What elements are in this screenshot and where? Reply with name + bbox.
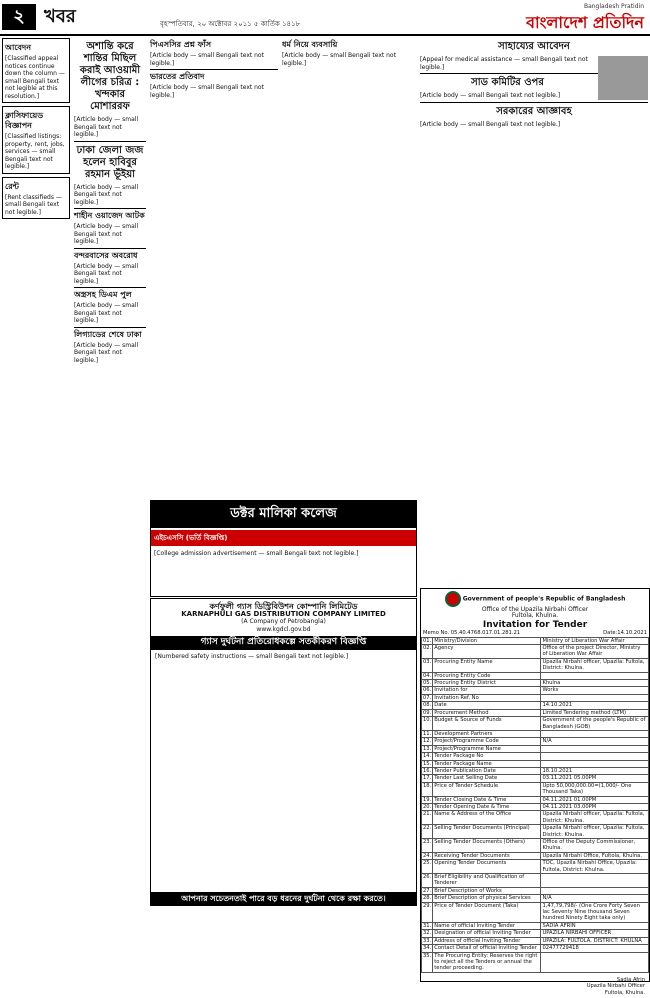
tender-row-number: 24. bbox=[423, 852, 432, 859]
tender-row bbox=[422, 902, 649, 922]
tender-row-number: 22. bbox=[422, 825, 433, 839]
tender-row-label: Brief Description of Works bbox=[433, 887, 541, 894]
tender-office: Office of the Upazila Nirbahi Officer bbox=[481, 606, 589, 613]
tender-row-label: Agency bbox=[433, 645, 541, 659]
tender-row-value: SADIA AFRIN bbox=[541, 922, 649, 929]
tender-row-value: Upazila Nirbahi Office, Fultola, Khulna. bbox=[541, 852, 649, 859]
divider bbox=[420, 102, 648, 103]
tender-row-number: 04. bbox=[423, 672, 432, 679]
tender-row-value: TOC, Upazila Nirbahi Office, Upazila: Fultola, District: Khulna. bbox=[541, 860, 649, 874]
tender-row-label: Procuring Entity Code bbox=[433, 672, 541, 679]
tender-row bbox=[422, 895, 649, 902]
tender-row-value: UPAZILA: FULTOLA, DISTRICT: KHULNA bbox=[541, 937, 649, 944]
column-classifieds bbox=[2, 38, 70, 978]
company-name-en: KARNAPHULI GAS DISTRIBUTION COMPANY LIMITED bbox=[181, 609, 386, 618]
tender-row-label: Invitation Ref. No bbox=[433, 694, 541, 701]
tender-row-label: Procuring Entity District bbox=[433, 680, 541, 687]
tender-row-number: 31. bbox=[423, 922, 432, 929]
classified-box-3 bbox=[2, 177, 70, 220]
article-body: [Article body — small Bengali text not legible.] bbox=[282, 52, 396, 67]
divider bbox=[150, 69, 278, 70]
section-title: খবর bbox=[44, 5, 76, 27]
headline: সাহায্যের আবেদন bbox=[498, 41, 570, 52]
company-name-bn: কর্ণফুলী গ্যাস ডিস্ট্রিবিউশন কোম্পানি লিমিটেড bbox=[209, 602, 358, 611]
article-body: [Article body — small Bengali text not legible.] bbox=[74, 223, 139, 245]
tender-row bbox=[422, 730, 649, 737]
tender-row-value: Upazila Nirbahi officer, Upazila: Fultola, District: Khulna. bbox=[541, 825, 649, 839]
logo-tagline: Bangladesh Pratidin bbox=[583, 3, 644, 10]
tender-row-number: 14. bbox=[423, 753, 432, 760]
classified-body-3: [Rent classifieds — small Bengali text not legible.] bbox=[5, 193, 62, 216]
tender-row-label: Development Partners bbox=[433, 730, 541, 737]
tender-row-value: Upto 50,000,000.00=(1,000/- One Thousand Taka) bbox=[541, 782, 649, 796]
article-body: [Article body — small Bengali text not legible.] bbox=[74, 116, 139, 138]
tender-row bbox=[422, 803, 649, 810]
tender-row-value: 02477729418 bbox=[541, 945, 649, 952]
safety-list: [Numbered safety instructions — small Bengali text not legible.] bbox=[155, 652, 349, 660]
tender-row-label: Tender Package Name bbox=[433, 760, 541, 767]
divider bbox=[74, 141, 146, 142]
tender-row-number: 15. bbox=[423, 760, 432, 767]
tender-row bbox=[422, 860, 649, 874]
tender-row bbox=[422, 694, 649, 701]
tender-row-label: Selling Tender Documents (Principal) bbox=[433, 825, 541, 839]
memo-date: Date:14.10.2021 bbox=[603, 630, 647, 637]
portrait-photo bbox=[598, 56, 648, 100]
tender-row-number: 08. bbox=[423, 702, 432, 709]
tender-row-number: 29. bbox=[422, 902, 433, 922]
classified-body-2: [Classified listings: property, rent, jobs, services — small Bengali text not legible.] bbox=[5, 133, 65, 170]
tender-row-label: Procuring Entity Name bbox=[433, 658, 541, 672]
tender-row bbox=[422, 637, 649, 644]
tender-row-value: Khulna bbox=[541, 680, 649, 687]
tender-row-value: Upazila Nirbahi officer, Upazila: Fultola, District: Khulna. bbox=[541, 658, 649, 672]
tender-row-label: Name of official Inviting Tender bbox=[433, 922, 541, 929]
signature-name: Sadia Afrin bbox=[616, 976, 645, 983]
tender-row-value: 14.10.2021 bbox=[541, 702, 649, 709]
article-body: [Appeal for medical assistance — small Bengali text not legible.] bbox=[420, 56, 588, 71]
headline: বন্দরবাসের অবরোধ bbox=[74, 250, 138, 260]
tender-row bbox=[422, 753, 649, 760]
tender-row-value: Limited Tendering method (LTM) bbox=[541, 709, 649, 716]
headline: ভারতের প্রতিবাদ bbox=[150, 72, 205, 81]
logo-text: বাংলাদেশ প্রতিদিন bbox=[526, 13, 644, 32]
tender-row-label: Price of Tender Schedule bbox=[433, 782, 541, 796]
tender-row bbox=[422, 717, 649, 731]
tender-row-number: 18. bbox=[422, 782, 433, 796]
tender-row bbox=[422, 922, 649, 929]
article-body: [Article body — small Bengali text not legible.] bbox=[150, 84, 264, 99]
safety-footer: আপনার সচেতনতাই পারে বড় ধরনের দুর্ঘটনা থেকে রক্ষা করতে। bbox=[151, 892, 416, 906]
tender-row bbox=[422, 702, 649, 709]
tender-row-value bbox=[541, 694, 649, 701]
tender-row bbox=[422, 825, 649, 839]
company-subtitle: (A Company of Petrobangla) bbox=[241, 618, 326, 625]
tender-row-label: Contact Detail of official Inviting Tender bbox=[433, 945, 541, 952]
tender-row-value bbox=[541, 730, 649, 737]
tender-row-label: Tender Opening Date & Time bbox=[433, 803, 541, 810]
tender-row bbox=[422, 874, 649, 888]
headline: পিএসসির প্রশ্ন ফাঁস bbox=[150, 40, 212, 49]
tender-row bbox=[422, 937, 649, 944]
column-news-2 bbox=[74, 38, 146, 978]
tender-row-value: N/A bbox=[541, 738, 649, 745]
tender-row-number: 35. bbox=[422, 952, 433, 972]
article-body: [Article body — small Bengali text not legible.] bbox=[420, 120, 561, 128]
tender-row-value bbox=[541, 745, 649, 752]
tender-row-value: 03.11.2021 05.00PM bbox=[541, 775, 649, 782]
tender-row-value: N/A bbox=[541, 895, 649, 902]
tender-row bbox=[422, 952, 649, 972]
article-body: [Article body — small Bengali text not legible.] bbox=[420, 92, 561, 99]
college-name: ডক্টর মালিকা কলেজ bbox=[151, 501, 416, 528]
tender-row-value: Ministry of Liberation War Affair bbox=[541, 637, 649, 644]
tender-row-label: Designation of official Inviting Tender bbox=[433, 930, 541, 937]
signature-title: Upazila Nirbahi Officer bbox=[586, 983, 645, 990]
tender-row bbox=[422, 738, 649, 745]
tender-row-label: Tender Package No bbox=[433, 753, 541, 760]
tender-row-label: Date bbox=[433, 702, 541, 709]
company-website: www.kgdcl.gov.bd bbox=[256, 625, 311, 633]
tender-row-value: Office of the project Director, Ministry of Liberation War Affair bbox=[541, 645, 649, 659]
tender-row-number: 23. bbox=[422, 839, 433, 853]
tender-row-value bbox=[541, 874, 649, 888]
headline: সাড কমিটির ওপর bbox=[471, 77, 544, 88]
tender-row-label: Address of official Inviting Tender bbox=[433, 937, 541, 944]
classified-title: আবেদন bbox=[5, 43, 31, 52]
tender-row-value: 04.11.2021 01.00PM bbox=[541, 796, 649, 803]
college-ad-body: [College admission advertisement — small Bengali text not legible.] bbox=[154, 550, 359, 557]
tender-table bbox=[421, 637, 649, 973]
tender-row-value bbox=[541, 952, 649, 972]
tender-row bbox=[422, 775, 649, 782]
memo-number: Memo No. 05.40.4768.017.01.281.21 bbox=[423, 630, 521, 637]
article-body: [Article body — small Bengali text not legible.] bbox=[150, 52, 264, 67]
tender-notice bbox=[420, 588, 650, 996]
tender-row bbox=[422, 839, 649, 853]
tender-row-number: 28. bbox=[423, 895, 432, 902]
tender-row-value: 04.11.2021 03.00PM bbox=[541, 803, 649, 810]
tender-row-number: 19. bbox=[423, 796, 432, 803]
classified-box bbox=[2, 38, 70, 103]
headline: লিগ্যাডের শেষে ঢাকা bbox=[74, 329, 142, 339]
tender-row bbox=[422, 852, 649, 859]
divider bbox=[74, 208, 146, 209]
tender-row-label: Brief Description of physical Services bbox=[433, 895, 541, 902]
tender-row-number: 01. bbox=[423, 637, 432, 644]
tender-row bbox=[422, 782, 649, 796]
tender-row-number: 12. bbox=[423, 738, 432, 745]
tender-row-label: Tender Closing Date & Time bbox=[433, 796, 541, 803]
column-news-4 bbox=[282, 38, 416, 496]
article-body: [Article body — small Bengali text not legible.] bbox=[74, 341, 139, 364]
tender-row-number: 21. bbox=[422, 811, 433, 825]
tender-row-number: 13. bbox=[423, 745, 432, 752]
tender-row-number: 02. bbox=[422, 645, 433, 659]
tender-row-value: 18.10.2021 bbox=[541, 767, 649, 774]
tender-row-number: 03. bbox=[422, 658, 433, 672]
tender-title: Invitation for Tender bbox=[482, 619, 588, 630]
tender-row-number: 11. bbox=[423, 730, 432, 737]
tender-row-label: Ministry/Division bbox=[433, 637, 541, 644]
tender-row-label: Budget & Source of Funds bbox=[433, 717, 541, 731]
safety-banner: গ্যাস দুর্ঘটনা প্রতিরোধকল্পে সতর্কীকরণ বিজ্ঞপ্তি bbox=[151, 636, 416, 650]
date-line: বৃহস্পতিবার, ২০ অক্টোবর ২০১১ ৫ কার্তিক ১৪১৮ bbox=[160, 20, 301, 28]
tender-row-number: 16. bbox=[423, 767, 432, 774]
headline: ধর্ম নিয়ে ব্যবসায়ি bbox=[282, 40, 338, 49]
tender-row-label: Receiving Tender Documents bbox=[433, 852, 541, 859]
college-advertisement bbox=[150, 500, 417, 597]
tender-row-value bbox=[541, 753, 649, 760]
tender-row-label: Tender Last Selling Date bbox=[433, 775, 541, 782]
tender-row bbox=[422, 745, 649, 752]
tender-row-value bbox=[541, 760, 649, 767]
tender-row bbox=[422, 645, 649, 659]
tender-row-number: 09. bbox=[423, 709, 432, 716]
page-number: ২ bbox=[2, 4, 36, 30]
tender-row bbox=[422, 811, 649, 825]
tender-place: Fultola, Khulna. bbox=[511, 612, 559, 620]
tender-row-number: 26. bbox=[422, 874, 433, 888]
headline: অশান্তি করে শান্তির মিছিল করাই আওয়ামী লীগের চরিত্র : খন্দকার মোশাররফ bbox=[79, 41, 141, 112]
classified-title-3: রেন্ট bbox=[5, 181, 19, 191]
tender-row-number: 07. bbox=[423, 694, 432, 701]
signature-place: Fultola, Khulna. bbox=[604, 989, 645, 996]
tender-row-value bbox=[541, 672, 649, 679]
tender-signature bbox=[421, 975, 649, 998]
tender-row bbox=[422, 760, 649, 767]
tender-row-number: 34. bbox=[423, 945, 432, 952]
tender-row-value: Government of the people's Republic of Bangladesh (GOB) bbox=[541, 717, 649, 731]
tender-row-value: Works bbox=[541, 687, 649, 694]
tender-row-value: 1,47,79,798/- (One Crore Forty Seven lac Seventy Nine thousand Seven hundred Ninety Eight taka only) bbox=[541, 902, 649, 922]
tender-row bbox=[422, 672, 649, 679]
tender-row bbox=[422, 709, 649, 716]
tender-row-number: 06. bbox=[423, 687, 432, 694]
article-body: [Article body — small Bengali text not legible.] bbox=[74, 183, 139, 206]
tender-row bbox=[422, 930, 649, 937]
article-body: [Article body — small Bengali text not legible.] bbox=[74, 262, 139, 285]
tender-row-label: Brief Eligibility and Qualification of Tenderer bbox=[433, 874, 541, 888]
admission-strip: এইচএসসি (ভর্তি বিজ্ঞপ্তি) bbox=[151, 530, 416, 546]
tender-row-number: 10. bbox=[422, 717, 433, 731]
tender-row bbox=[422, 680, 649, 687]
tender-row-number: 27. bbox=[423, 887, 432, 894]
tender-row-label: The Procuring Entity: Reserves the right to reject all the Tenders or annual the tender proceeding. bbox=[433, 952, 541, 972]
tender-row-label: Name & Address of the Office bbox=[433, 811, 541, 825]
tender-row-number: 20. bbox=[423, 803, 432, 810]
tender-gov-text: Government of people's Republic of Bangladesh bbox=[462, 595, 626, 603]
tender-gov bbox=[421, 591, 649, 607]
column-news-5 bbox=[420, 38, 648, 584]
masthead bbox=[0, 0, 650, 36]
tender-row-value: Office of the Deputy Commissioner, Khulna. bbox=[541, 839, 649, 853]
tender-row bbox=[422, 687, 649, 694]
gas-safety-advertisement bbox=[150, 598, 417, 906]
tender-row-number: 33. bbox=[423, 937, 432, 944]
tender-row bbox=[422, 887, 649, 894]
tender-row bbox=[422, 796, 649, 803]
classified-box-2 bbox=[2, 106, 70, 174]
tender-row-label: Opening Tender Documents bbox=[433, 860, 541, 874]
tender-row-label: Price of Tender Document (Taka) bbox=[433, 902, 541, 922]
divider bbox=[74, 327, 146, 328]
tender-row-value bbox=[541, 887, 649, 894]
article-body: [Article body — small Bengali text not legible.] bbox=[74, 302, 139, 324]
tender-row-number: 25. bbox=[422, 860, 433, 874]
tender-row-number: 17. bbox=[423, 775, 432, 782]
headline: শাহীন ওয়াজেদ আটক bbox=[74, 211, 145, 220]
headline: সরকারের আজ্ঞাবহ bbox=[496, 105, 572, 117]
tender-row-number: 05. bbox=[423, 680, 432, 687]
tender-row bbox=[422, 767, 649, 774]
tender-row-label: Project/Programme Name bbox=[433, 745, 541, 752]
tender-row-label: Project/Programme Code bbox=[433, 738, 541, 745]
tender-row-label: Tender Publication Date bbox=[433, 767, 541, 774]
government-seal-icon bbox=[445, 591, 461, 607]
newspaper-logo bbox=[526, 3, 644, 37]
tender-row-value: Upazila Nirbahi officer, Upazila: Fultola, District: Khulna. bbox=[541, 811, 649, 825]
tender-row-label: Procurement Method bbox=[433, 709, 541, 716]
tender-row bbox=[422, 945, 649, 952]
column-news-3 bbox=[150, 38, 278, 496]
tender-row-value: UPAZILA NIRBAHI OFFICER bbox=[541, 930, 649, 937]
classified-title-2: ক্লাসিফায়েড বিজ্ঞাপন bbox=[5, 111, 44, 130]
classified-body: [Classified appeal notices continue down the column — small Bengali text not legible at this resolution.] bbox=[5, 55, 65, 100]
divider bbox=[74, 287, 146, 288]
tender-row-number: 32. bbox=[423, 930, 432, 937]
tender-row-label: Selling Tender Documents (Others) bbox=[433, 839, 541, 853]
divider bbox=[74, 248, 146, 249]
tender-row bbox=[422, 658, 649, 672]
headline: ঢাকা জেলা জজ হলেন হাবিবুর রহমান ভূঁইয়া bbox=[76, 144, 144, 180]
tender-row-label: Invitation for bbox=[433, 687, 541, 694]
headline: অস্ত্রসহ ডিএম পুল bbox=[74, 290, 132, 299]
